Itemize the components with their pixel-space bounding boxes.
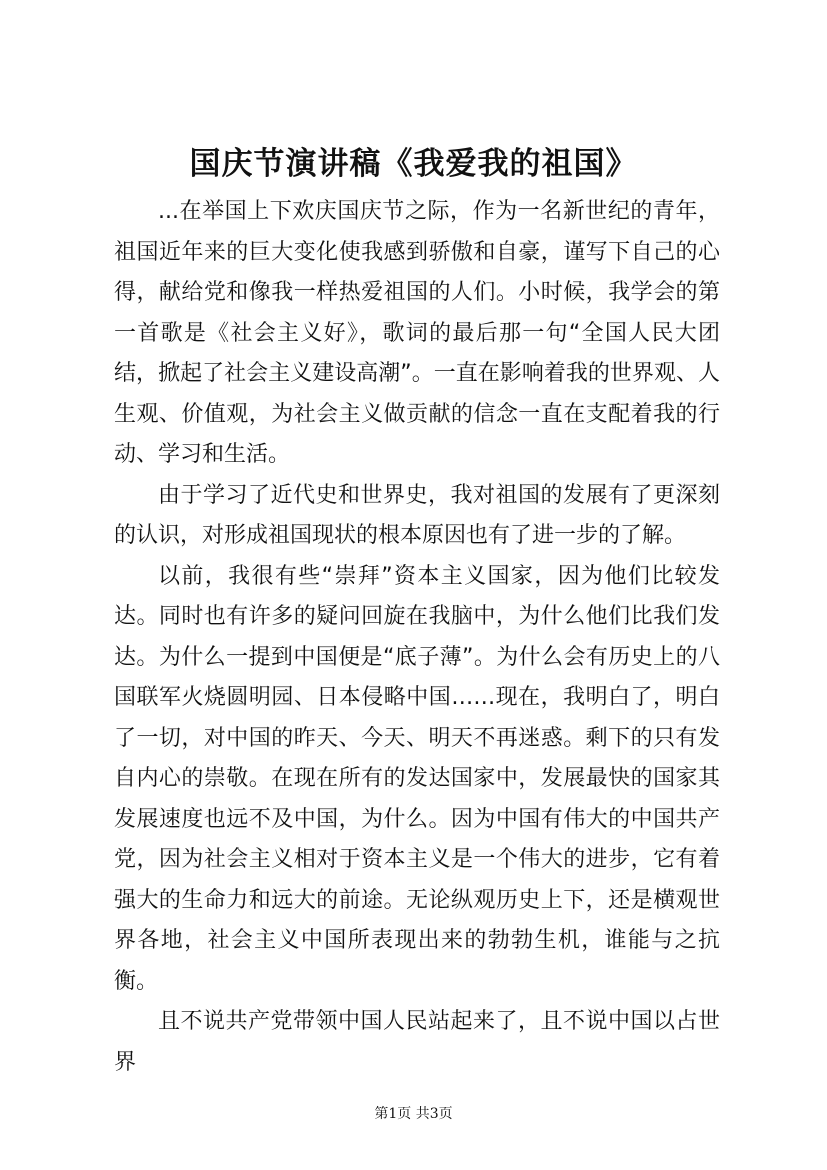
paragraph-2: 由于学习了近代史和世界史，我对祖国的发展有了更深刻的认识，对形成祖国现状的根本原因也有了进一步的了解。 xyxy=(114,482,720,548)
document-body xyxy=(114,192,720,1083)
page-number-footer: 第1页 共3页 xyxy=(374,1106,453,1122)
document-title: 国庆节演讲稿《我爱我的祖国》 xyxy=(189,146,638,182)
paragraph-1: ...在举国上下欢庆国庆节之际，作为一名新世纪的青年，祖国近年来的巨大变化使我感到骄傲和自豪，谨写下自己的心得，献给党和像我一样热爱祖国的人们。小时候，我学会的第一首歌是《社会主义好》，歌词的最后那一句“全国人民大团结，掀起了社会主义建设高潮”。一直在影响着我的世界观、人生观、价值观，为社会主义做贡献的信念一直在支配着我的行动、学习和生活。 xyxy=(114,199,720,467)
paragraph-3: 以前，我很有些“崇拜”资本主义国家，因为他们比较发达。同时也有许多的疑问回旋在我脑中，为什么他们比我们发达。为什么一提到中国便是“底子薄”。为什么会有历史上的八国联军火烧圆明园、日本侵略中国……现在，我明白了，明白了一切，对中国的昨天、今天、明天不再迷惑。剩下的只有发自内心的崇敬。在现在所有的发达国家中，发展最快的国家其发展速度也远不及中国，为什么。因为中国有伟大的中国共产党，因为社会主义相对于资本主义是一个伟大的进步，它有着强大的生命力和远大的前途。无论纵观历史上下，还是横观世界各地，社会主义中国所表现出来的勃勃生机，谁能与之抗衡。 xyxy=(114,563,720,994)
paragraph-4: 且不说共产党带领中国人民站起来了，且不说中国以占世界 xyxy=(114,1009,720,1075)
